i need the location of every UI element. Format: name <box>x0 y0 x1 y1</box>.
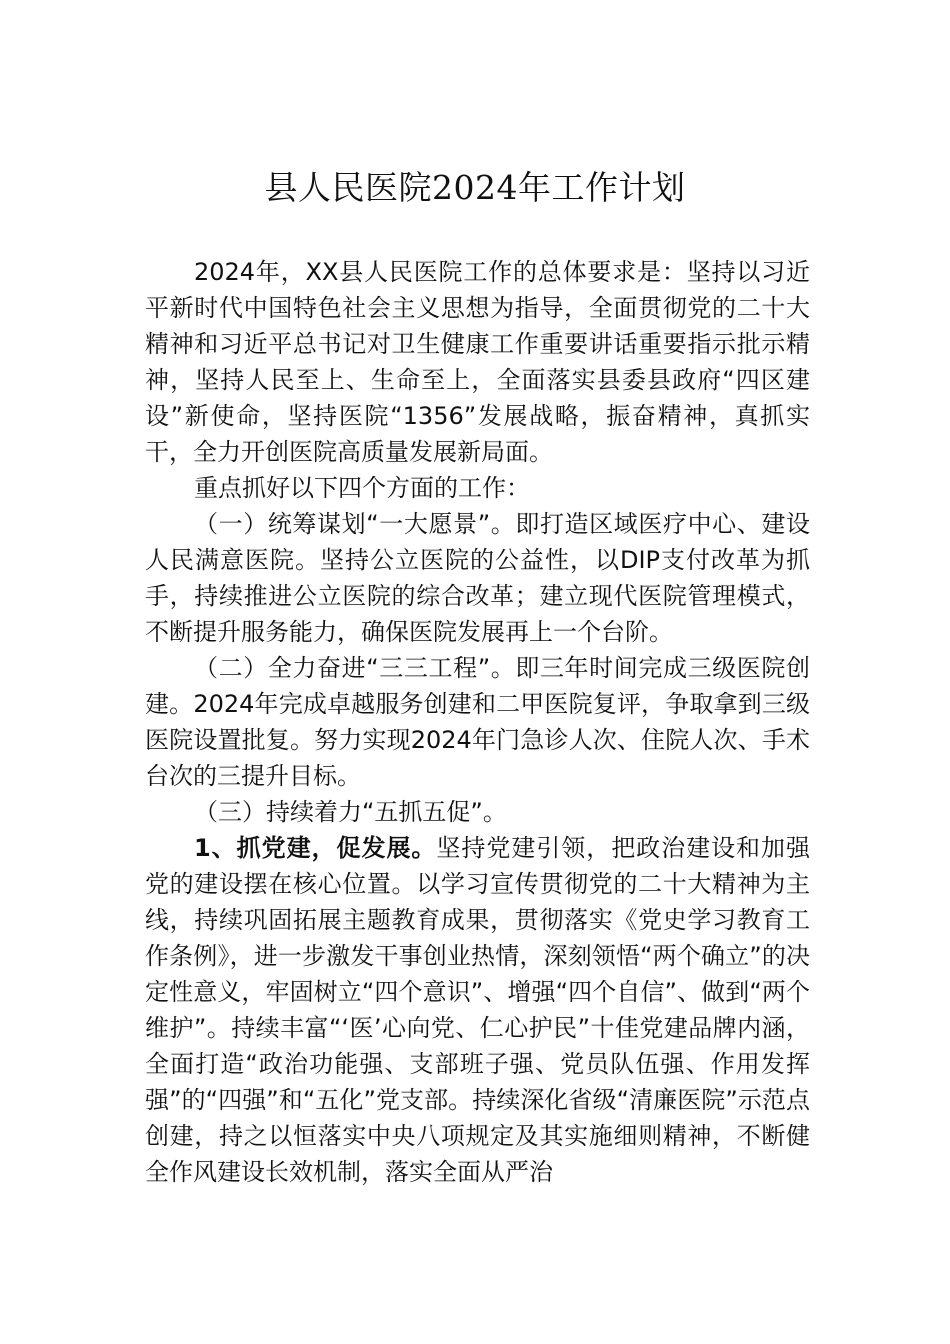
item-1-heading: 1、抓党建，促发展。 <box>194 834 437 862</box>
item-1-text: 坚持党建引领，把政治建设和加强党的建设摆在核心位置。以学习宣传贯彻党的二十大精神为主线，持续巩固拓展主题教育成果，贯彻落实《党史学习教育工作条例》，进一步激发干事创业热情，深刻领悟“两个确立”的决定性意义，牢固树立“四个意识”、增强“四个自信”、做到“两个维护”。持续丰富“‘医’心向党、仁心护民”十佳党建品牌内涵，全面打造“政治功能强、支部班子强、党员队伍强、作用发挥强”的“四强”和“五化”党支部。持续深化省级“清廉医院”示范点创建，持之以恒落实中央八项规定及其实施细则精神，不断健全作风建设长效机制，落实全面从严治 <box>145 834 810 1186</box>
focus-intro-paragraph: 重点抓好以下四个方面的工作： <box>194 474 530 502</box>
document-body <box>145 254 810 1190</box>
section-1-paragraph: （一）统筹谋划“一大愿景”。即打造区域医疗中心、建设人民满意医院。坚持公立医院的公益性，以DIP支付改革为抓手，持续推进公立医院的综合改革；建立现代医院管理模式，不断提升服务能力，确保医院发展再上一个台阶。 <box>145 510 810 646</box>
intro-paragraph: 2024年，XX县人民医院工作的总体要求是：坚持以习近平新时代中国特色社会主义思想为指导，全面贯彻党的二十大精神和习近平总书记对卫生健康工作重要讲话重要指示批示精神，坚持人民至上、生命至上，全面落实县委县政府“四区建设”新使命，坚持医院“1356”发展战略，振奋精神，真抓实干，全力开创医院高质量发展新局面。 <box>145 258 810 466</box>
document-title: 县人民医院2024年工作计划 <box>264 168 686 207</box>
section-3-paragraph: （三）持续着力“五抓五促”。 <box>194 798 507 826</box>
section-2-paragraph: （二）全力奋进“三三工程”。即三年时间完成三级医院创建。2024年完成卓越服务创建和二甲医院复评，争取拿到三级医院设置批复。努力实现2024年门急诊人次、住院人次、手术台次的三提升目标。 <box>145 654 810 790</box>
item-1-paragraph <box>145 830 810 1190</box>
